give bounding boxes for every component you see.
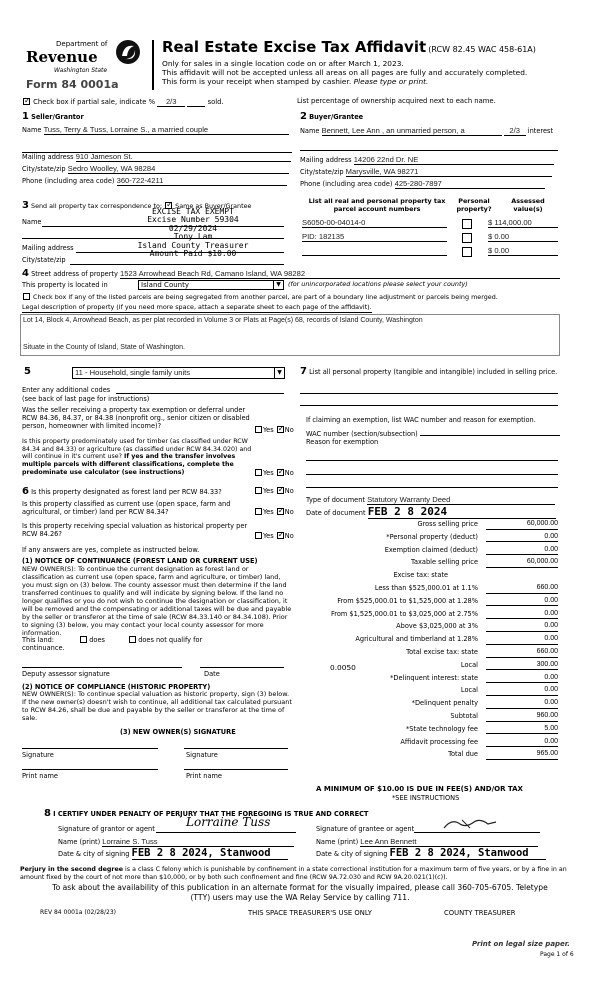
exemption-yes-checkbox[interactable] — [255, 426, 262, 433]
located-label: This property is located in — [22, 281, 108, 289]
addl-codes-note: (see back of last page for instructions) — [22, 395, 150, 403]
buyer-city-label: City/state/zip — [300, 168, 344, 176]
grantee-date-row — [316, 848, 546, 860]
calc-row-value[interactable]: 965.00 — [486, 750, 558, 760]
calc-row-value[interactable]: 60,000.00 — [486, 520, 558, 530]
segregate-label: Check box if any of the listed parcels are being segregated from another parcel, are part of a boundary line adjustment or parcels being merged. — [33, 293, 498, 301]
calc-row — [300, 558, 558, 569]
calc-row-label: Less than $525,000.01 at 1.1% — [374, 584, 478, 592]
wac-note: If claiming an exemption, list WAC number and reason for exemption. — [306, 416, 536, 424]
calc-row-label: Total excise tax: state — [406, 648, 478, 656]
location-row — [22, 281, 108, 289]
grantee-name-label: Name (print) — [316, 838, 359, 846]
deputy-date-label: Date — [204, 670, 220, 678]
grantee-name-field[interactable]: Lee Ann Bennett — [360, 837, 538, 847]
section3-mail-label: Mailing address — [22, 244, 74, 252]
grantor-name-row — [58, 837, 294, 847]
assessed-value-header: Assessed value(s) — [511, 197, 545, 213]
calc-row-value[interactable]: 0.00 — [486, 674, 558, 684]
section7-label: List all personal property (tangible and intangible) included in selling price. — [309, 368, 558, 376]
forest-answers — [254, 487, 294, 495]
grantee-signature-mark — [440, 816, 500, 832]
calc-row-value[interactable]: 0.00 — [486, 738, 558, 748]
no-label: No — [284, 426, 294, 434]
perjury-bold: Perjury in the second degree — [20, 866, 124, 873]
seller-name-label: Name — [22, 126, 42, 134]
seller-mail-field[interactable]: 910 Jameson St. — [76, 152, 291, 162]
section7-label-row — [300, 366, 560, 378]
calc-row — [300, 686, 558, 697]
section5-num: 5 — [24, 366, 31, 377]
personal-property-header: Personal property? — [456, 197, 492, 213]
chevron-down-icon[interactable]: ▼ — [273, 281, 283, 289]
buyer-pct-field[interactable]: 2/3 — [504, 126, 526, 136]
does-not-label: does not qualify for — [138, 636, 203, 644]
local-rate: 0.0050 — [330, 662, 356, 672]
no-label: No — [284, 508, 294, 516]
title-rcw: (RCW 82.45 WAC 458-61A) — [428, 45, 536, 54]
calc-row-label: Excise tax: state — [393, 571, 448, 580]
personal-property-line-2[interactable] — [300, 400, 558, 406]
header-divider — [152, 40, 154, 90]
forest-question — [22, 486, 222, 498]
calc-row-value[interactable]: 300.00 — [486, 661, 558, 671]
notice2-title: (2) NOTICE OF COMPLIANCE (HISTORIC PROPERTY) — [22, 683, 211, 691]
owner2-print-line[interactable] — [184, 762, 288, 770]
calc-row — [300, 546, 558, 557]
exemption-question: Was the seller receiving a property tax exemption or deferral under RCW 84.36, 84.37, or 84.38 (nonprofit org., senior citizen or disabled person, homeowner with limited income)? — [22, 406, 250, 431]
historic-answers — [254, 532, 294, 540]
owner1-print-line[interactable] — [22, 762, 158, 770]
chevron-down-icon[interactable]: ▼ — [274, 368, 284, 378]
calc-row — [300, 520, 558, 531]
calc-row-label: Local — [460, 660, 478, 669]
grantee-name-row — [316, 837, 538, 847]
calc-row-label: Total due — [448, 750, 478, 759]
personal-property-checkbox[interactable] — [462, 219, 472, 229]
doc-date-field[interactable]: FEB 2 8 2024 — [368, 506, 556, 519]
calc-row — [300, 597, 558, 608]
legal-size-note: Print on legal size paper. — [472, 940, 570, 948]
partial-sale-suffix: sold. — [207, 98, 224, 106]
stamp-line-3: 02/29/2024 — [168, 223, 218, 233]
wac-row — [306, 428, 560, 438]
use-code-select[interactable] — [72, 367, 285, 379]
yes-label: Yes — [263, 532, 274, 540]
owner1-print-label: Print name — [22, 772, 58, 780]
section4-num: 4 — [22, 268, 29, 279]
section8-title: I CERTIFY UNDER PENALTY OF PERJURY THAT THE FOREGOING IS TRUE AND CORRECT — [53, 810, 369, 818]
does-label: does — [89, 636, 105, 644]
form-title — [162, 38, 536, 56]
owner2-print-label: Print name — [186, 772, 222, 780]
buyer-phone-field[interactable]: 425-280-7897 — [395, 179, 545, 189]
owner2-signature-label: Signature — [186, 751, 218, 759]
seller-heading — [22, 111, 84, 123]
calc-row — [300, 533, 558, 544]
calc-row-value[interactable]: 5.00 — [486, 725, 558, 735]
calc-row-label: Affidavit processing fee — [400, 737, 478, 746]
county-treasurer-label: COUNTY TREASURER — [444, 909, 516, 917]
wac-field[interactable] — [420, 428, 560, 436]
same-as-buyer-label: Same as Buyer/Grantee — [175, 202, 252, 210]
section6-instructions: If any answers are yes, complete as instructed below. — [22, 546, 200, 554]
stamp-line-6: Amount Paid $10.00 — [149, 248, 237, 258]
calc-row-value[interactable]: 0.00 — [486, 610, 558, 620]
calc-row-label: Exemption claimed (deduct) — [384, 545, 478, 554]
buyer-title: Buyer/Grantee — [309, 113, 364, 121]
perjury-text: is a class C felony which is punishable by confinement in a state correctional institution for a maximum term of five years, or by a fine in an amount fixed by the court of not more than $10,000, or by both such confinement and fine (RCW 9A.72.030 and RCW 9A.20.021(1)(c)). — [20, 866, 567, 881]
current-use-no-checkbox[interactable] — [277, 508, 284, 515]
section8-num: 8 — [44, 808, 51, 819]
wac-label: WAC number (section/subsection) — [306, 430, 418, 438]
doc-type-row — [306, 495, 555, 505]
accessibility-line-2: (TTY) users may use the WA Relay Service by calling 711. — [190, 893, 410, 902]
perjury-notice — [20, 866, 580, 881]
calc-row-value[interactable]: 960.00 — [486, 712, 558, 722]
partial-sale-checkbox[interactable] — [23, 98, 30, 105]
calc-row-value[interactable]: 0.00 — [486, 597, 558, 607]
partial-sale-blank[interactable] — [187, 98, 205, 107]
partial-sale-row — [22, 97, 224, 107]
reason-line-2[interactable] — [306, 469, 558, 475]
doc-date-row — [306, 506, 556, 519]
calc-row-value[interactable]: 0.00 — [486, 635, 558, 645]
calc-row — [300, 635, 558, 646]
parcel-number-field[interactable] — [302, 246, 447, 256]
historic-yes-checkbox[interactable] — [255, 532, 262, 539]
notice3-title: (3) NEW OWNER(S) SIGNATURE — [120, 728, 236, 736]
calc-row — [300, 622, 558, 633]
state-label: Washington State — [54, 67, 108, 74]
seller-city-label: City/state/zip — [22, 165, 66, 173]
yes-label: Yes — [263, 426, 274, 434]
calc-row-label: *Personal property (deduct) — [386, 532, 478, 541]
street-field[interactable]: 1523 Arrowhead Beach Rd, Camano Island, WA 98282 — [120, 269, 560, 279]
assessed-value-field[interactable]: $ 0.00 — [488, 232, 558, 242]
section3-city-label: City/state/zip — [22, 256, 66, 264]
grantor-signature-label: Signature of grantor or agent — [58, 825, 155, 833]
exemption-answers — [254, 426, 294, 434]
calc-row-value[interactable]: 0.00 — [486, 699, 558, 709]
type-print-note: Please type or print. — [353, 77, 429, 86]
treasurer-only-label: THIS SPACE TREASURER'S USE ONLY — [248, 909, 372, 917]
historic-no-checkbox[interactable] — [277, 532, 284, 539]
seller-phone-label: Phone (including area code) — [22, 177, 115, 185]
personal-property-line-1[interactable] — [300, 388, 558, 394]
calc-row-label: From $1,525,000.01 to $3,025,000 at 2.75% — [330, 609, 478, 618]
no-label: No — [284, 469, 294, 477]
calc-row-value[interactable]: 0.00 — [486, 622, 558, 632]
stamp-line-4: Tony Lam — [173, 232, 213, 242]
parcel-row — [302, 246, 558, 258]
buyer-phone-label: Phone (including area code) — [300, 180, 393, 188]
revision-label: REV 84 0001a (02/28/23) — [40, 909, 116, 916]
minimum-note: A MINIMUM OF $10.00 IS DUE IN FEE(S) AND/OR TAX — [316, 785, 523, 793]
seller-num: 1 — [22, 111, 29, 122]
forest-yes-checkbox[interactable] — [255, 487, 262, 494]
owner2-signature-line[interactable] — [184, 741, 288, 749]
timber-question — [22, 438, 254, 476]
calc-row — [300, 750, 558, 761]
street-label: Street address of property — [31, 270, 118, 278]
deputy-date-line[interactable] — [200, 660, 284, 668]
segregate-checkbox[interactable] — [23, 293, 30, 300]
legal-description-box[interactable] — [20, 314, 560, 356]
calc-row-value[interactable]: 0.00 — [486, 686, 558, 696]
seller-phone-row — [22, 176, 287, 186]
grantor-signature[interactable]: Lorraine Tuss — [156, 815, 296, 833]
use-code-value: 11 - Household, single family units — [75, 368, 191, 377]
calc-row-label: From $525,000.01 to $1,525,000 at 1.28% — [337, 596, 478, 605]
grantor-name-label: Name (print) — [58, 838, 101, 846]
county-select[interactable] — [138, 280, 284, 290]
segregate-row — [22, 293, 498, 302]
buyer-mail-field[interactable]: 14206 22nd Dr. NE — [354, 155, 554, 165]
buyer-phone-row — [300, 179, 545, 189]
calc-row-label: Above $3,025,000 at 3% — [396, 622, 478, 631]
exemption-no-checkbox[interactable] — [277, 426, 284, 433]
parcel-number-field[interactable]: S6050-00-04014-0 — [302, 218, 447, 228]
grantor-name-field[interactable]: Lorraine S. Tuss — [102, 837, 294, 847]
calc-row — [300, 712, 558, 723]
buyer-heading — [300, 111, 363, 123]
notice1-title: (1) NOTICE OF CONTINUANCE (FOREST LAND OR CURRENT USE) — [22, 557, 258, 565]
qualify-row — [22, 636, 202, 644]
accessibility-line-1: To ask about the availability of this publication in an alternate format for the visually impaired, please call 360-705-6705. Teletype — [52, 883, 548, 892]
buyer-name-row — [300, 126, 560, 136]
calc-row — [300, 699, 558, 710]
no-label: No — [284, 487, 294, 495]
current-use-answers — [254, 508, 294, 516]
calc-row — [300, 584, 558, 595]
grantor-date-row — [58, 848, 288, 860]
dor-swirl-icon — [114, 38, 142, 66]
doc-type-field[interactable]: Statutory Warranty Deed — [367, 495, 555, 505]
title-text: Real Estate Excise Tax Affidavit — [162, 38, 427, 56]
section3-num: 3 — [22, 200, 29, 211]
calc-row-label: *Delinquent penalty — [411, 699, 478, 708]
reason-line-1[interactable] — [306, 455, 558, 461]
grantee-signature-label: Signature of grantee or agent — [316, 825, 415, 833]
buyer-mail-row — [300, 155, 554, 165]
notice1-body: NEW OWNER(S): To continue the current designation as forest land or classification as current use (open space, farm and agriculture, or timber) land, you must sign on (3) below. The county assessor must then determine if the land transferred continues to qualify and will indicate by signing below. If the land no longer qualifies or you do not wish to continue the designation or classification, it will be removed and the compensating or additional taxes will be due and payable by the seller or transferor at the time of sale (RCW 84.33.140 or 84.34.108). Prior to signing (3) below, you may contact your local county assessor for more information. — [22, 565, 292, 638]
calc-row-value[interactable]: 60,000.00 — [486, 558, 558, 568]
timber-no-checkbox[interactable] — [277, 469, 284, 476]
deputy-signature-line[interactable] — [22, 660, 182, 668]
current-use-question: Is this property classified as current use (open space, farm and agricultural, or timber) land per RCW 84.34? — [22, 500, 231, 517]
seller-city-row — [22, 164, 289, 174]
buyer-name-line-2[interactable] — [300, 145, 558, 151]
partial-sale-label: Check box if partial sale, indicate % — [33, 98, 156, 106]
calc-row-label: Gross selling price — [417, 520, 478, 528]
stamp-line-1: EXCISE TAX EXEMPT — [152, 207, 234, 216]
dept-of-label: Department of — [56, 40, 108, 48]
revenue-wordmark: Revenue — [26, 48, 98, 66]
ownership-note: List percentage of ownership acquired next to each name. — [297, 97, 496, 105]
header-line-3 — [162, 77, 428, 86]
personal-property-checkbox[interactable] — [462, 247, 472, 257]
timber-question-text: Is this property predominately used for timber (as classified under RCW 84.34 and 84.33) or agriculture (as classified under RCW 84.34.020) and will continue in it's current use? — [22, 438, 252, 461]
timber-yes-checkbox[interactable] — [255, 469, 262, 476]
yes-label: Yes — [263, 508, 274, 516]
form-number: Form 84 0001a — [26, 78, 119, 91]
grantee-date-field[interactable]: FEB 2 8 2024, Stanwood — [390, 848, 546, 860]
seller-mail-label: Mailing address — [22, 153, 74, 161]
grantee-date-label: Date & city of signing — [316, 850, 388, 858]
seller-mail-row — [22, 152, 291, 162]
owner1-signature-label: Signature — [22, 751, 54, 759]
addl-codes-field[interactable] — [116, 386, 284, 394]
yes-label: Yes — [263, 487, 274, 495]
calc-row — [300, 610, 558, 621]
street-row — [22, 268, 560, 280]
calc-row-value[interactable]: 0.00 — [486, 546, 558, 556]
header-line-1: Only for sales in a single location code on or after March 1, 2023. — [162, 59, 404, 68]
county-value: Island County — [141, 281, 189, 289]
forest-question-text: Is this property designated as forest land per RCW 84.33? — [31, 488, 222, 496]
this-land-label: This land: — [22, 636, 55, 644]
timber-question-bold: If yes and the transfer involves multiple parcels with different classifications, complete the predominate use calculator (see instructions) — [22, 453, 236, 476]
forest-no-checkbox[interactable] — [277, 487, 284, 494]
section7-num: 7 — [300, 366, 307, 377]
see-instructions-note: *SEE INSTRUCTIONS — [392, 794, 460, 802]
doc-date-label: Date of document — [306, 509, 366, 517]
calc-row — [300, 725, 558, 736]
calc-row-label: *State technology fee — [406, 724, 478, 733]
grantor-date-field[interactable]: FEB 2 8 2024, Stanwood — [132, 848, 288, 860]
does-not-checkbox[interactable] — [129, 636, 136, 643]
seller-phone-field[interactable]: 360-722-4211 — [117, 176, 287, 186]
calc-row — [300, 648, 558, 659]
notice2-body: NEW OWNER(S): To continue special valuation as historic property, sign (3) below. If the new owner(s) doesn't wish to continue, all additional tax calculated pursuant to RCW 84.26, shall be due and payable by the seller or transferor at the time of sale. — [22, 690, 292, 722]
buyer-name-label: Name — [300, 127, 320, 135]
section6-num: 6 — [22, 486, 29, 497]
buyer-city-field[interactable]: Marysville, WA 98271 — [346, 167, 552, 177]
buyer-city-row — [300, 167, 552, 177]
receipt-note: This form is your receipt when stamped by cashier. — [162, 77, 352, 86]
seller-name-row — [22, 125, 292, 135]
section3-name-label: Name — [22, 218, 42, 226]
historic-question: Is this property receiving special valuation as historical property per RCW 84.26? — [22, 522, 248, 539]
exempt-stamp — [118, 208, 268, 258]
calc-row — [300, 738, 558, 749]
grantor-date-label: Date & city of signing — [58, 850, 130, 858]
buyer-pct-suffix: interest — [527, 127, 554, 135]
calc-row — [300, 661, 558, 672]
assessed-value-field[interactable]: $ 0.00 — [488, 246, 558, 256]
buyer-name-field[interactable]: Bennett, Lee Ann , an unmarried person, a — [322, 126, 502, 136]
parcel-row — [302, 232, 558, 244]
calc-row — [300, 674, 558, 685]
parcel-row — [302, 218, 558, 230]
parcel-number-field[interactable]: PID: 182135 — [302, 232, 447, 242]
calc-row-label: *Delinquent interest: state — [390, 673, 478, 682]
reason-line-3[interactable] — [306, 482, 558, 488]
seller-name-field[interactable]: Tuss, Terry & Tuss, Lorraine S., a married couple — [44, 125, 289, 135]
calc-row-label: Taxable selling price — [411, 558, 478, 567]
buyer-mail-label: Mailing address — [300, 156, 352, 164]
assessed-value-field[interactable]: $ 114,000.00 — [488, 218, 558, 228]
calc-row — [300, 571, 558, 582]
section3-label: Send all property tax correspondence to: — [31, 202, 163, 210]
doc-type-label: Type of document — [306, 496, 365, 504]
owner1-signature-line[interactable] — [22, 741, 158, 749]
legal-label: Legal description of property (if you need more space, attach a separate sheet to each page of the affidavit). — [22, 303, 372, 311]
calc-row-value[interactable]: 660.00 — [486, 584, 558, 594]
stamp-line-2: Excise Number 59304 — [147, 215, 239, 225]
calc-row-label: Subtotal — [450, 712, 478, 720]
reason-label: Reason for exemption — [306, 438, 379, 446]
calc-row-label: Local — [460, 686, 478, 695]
legal-line-1: Lot 14, Block 4, Arrowhead Beach, as per plat recorded in Volume 3 or Plats at Page(s) 68, records of Island County, Washington — [23, 317, 423, 324]
calc-row-value[interactable]: 0.00 — [486, 533, 558, 543]
partial-sale-percent[interactable]: 2/3 — [157, 97, 185, 107]
continuance-label: continuance. — [22, 644, 65, 652]
does-checkbox[interactable] — [80, 636, 87, 643]
header-line-2: This affidavit will not be accepted unless all areas on all pages are fully and accurately completed. — [162, 68, 528, 77]
calc-row-label: Agricultural and timberland at 1.28% — [355, 635, 478, 644]
calc-row-value[interactable]: 660.00 — [486, 648, 558, 658]
grantee-signature[interactable] — [414, 815, 540, 833]
unincorp-note: (for unincorporated locations please select your county) — [288, 280, 468, 288]
seller-title: Seller/Grantor — [31, 113, 84, 121]
deputy-signature-label: Deputy assessor signature — [22, 670, 110, 678]
personal-property-checkbox[interactable] — [462, 233, 472, 243]
no-label: No — [284, 532, 294, 540]
yes-label: Yes — [263, 469, 274, 477]
legal-line-2: Situate in the County of Island, State of Washington. — [23, 344, 186, 351]
current-use-yes-checkbox[interactable] — [255, 508, 262, 515]
stamp-line-5: Island County Treasurer — [137, 240, 249, 250]
parcel-header: List all real and personal property tax parcel account numbers — [308, 197, 446, 213]
addl-codes-label: Enter any additional codes — [22, 386, 111, 394]
page-number: Page 1 of 6 — [540, 951, 574, 958]
timber-answers — [254, 469, 294, 477]
buyer-num: 2 — [300, 111, 307, 122]
dor-logo — [22, 38, 150, 96]
seller-city-field[interactable]: Sedro Woolley, WA 98284 — [68, 164, 289, 174]
